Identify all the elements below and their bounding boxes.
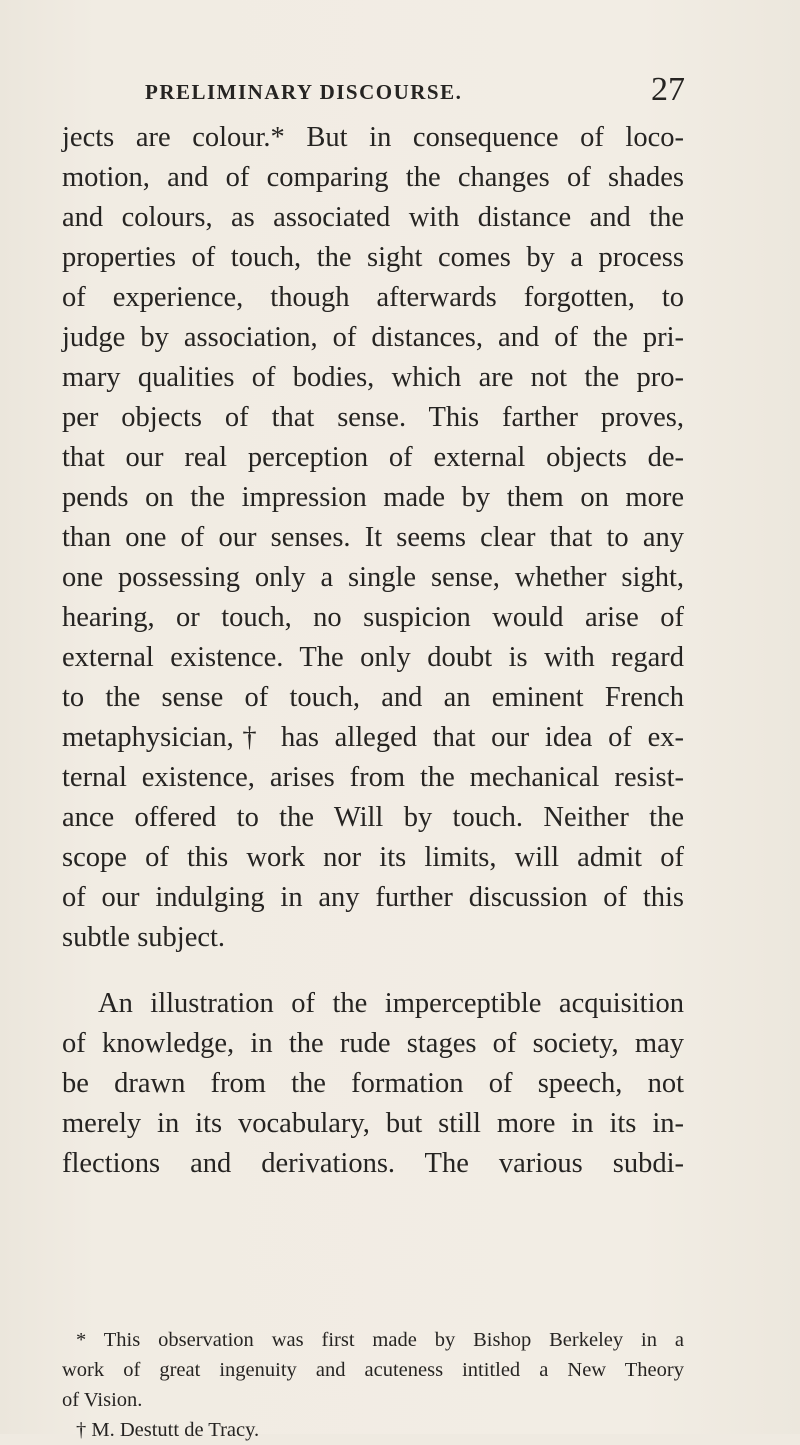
text-line: than one of our senses. It seems clear that to any [62, 522, 684, 553]
text-line: An illustration of the imperceptible acquisition [98, 988, 684, 1019]
text-line: judge by association, of distances, and of the pri- [62, 322, 684, 353]
text-line: that our real perception of external objects de- [62, 442, 684, 473]
text-line: of knowledge, in the rude stages of society, may [62, 1028, 684, 1059]
text-line: of our indulging in any further discussion of this [62, 882, 684, 913]
text-line: ance offered to the Will by touch. Neither the [62, 802, 684, 833]
footnote-line: † M. Destutt de Tracy. [76, 1419, 260, 1441]
text-line: flections and derivations. The various subdi- [62, 1148, 684, 1179]
footnotes [62, 1325, 684, 1445]
main-text [62, 118, 684, 1184]
footnote-line: work of great ingenuity and acuteness intitled a New Theory [62, 1359, 684, 1381]
text-line: scope of this work nor its limits, will admit of [62, 842, 684, 873]
text-line: pends on the impression made by them on more [62, 482, 684, 513]
text-line: merely in its vocabulary, but still more in its in- [62, 1108, 684, 1139]
text-line: per objects of that sense. This farther proves, [62, 402, 684, 433]
footnote-line: of Vision. [62, 1389, 143, 1411]
footnote-line: * This observation was first made by Bishop Berkeley in a [76, 1329, 684, 1351]
text-line: to the sense of touch, and an eminent French [62, 682, 684, 713]
text-line: of experience, though afterwards forgotten, to [62, 282, 684, 313]
text-line: subtle subject. [62, 922, 226, 953]
text-line: hearing, or touch, no suspicion would arise of [62, 602, 684, 633]
paragraph-break [62, 958, 684, 984]
text-line: motion, and of comparing the changes of shades [62, 162, 684, 193]
text-line: one possessing only a single sense, whether sight, [62, 562, 684, 593]
page-header [145, 70, 685, 110]
running-head: PRELIMINARY DISCOURSE. [145, 80, 463, 104]
text-line: be drawn from the formation of speech, not [62, 1068, 684, 1099]
text-line: jects are colour.* But in consequence of loco- [62, 122, 684, 153]
text-line: mary qualities of bodies, which are not the pro- [62, 362, 684, 393]
page-number: 27 [651, 71, 685, 108]
text-line: properties of touch, the sight comes by a process [62, 242, 684, 273]
text-line: external existence. The only doubt is with regard [62, 642, 684, 673]
text-line: ternal existence, arises from the mechanical resist- [62, 762, 684, 793]
text-line: and colours, as associated with distance and the [62, 202, 684, 233]
text-line: metaphysician,† has alleged that our idea of ex- [62, 722, 684, 753]
